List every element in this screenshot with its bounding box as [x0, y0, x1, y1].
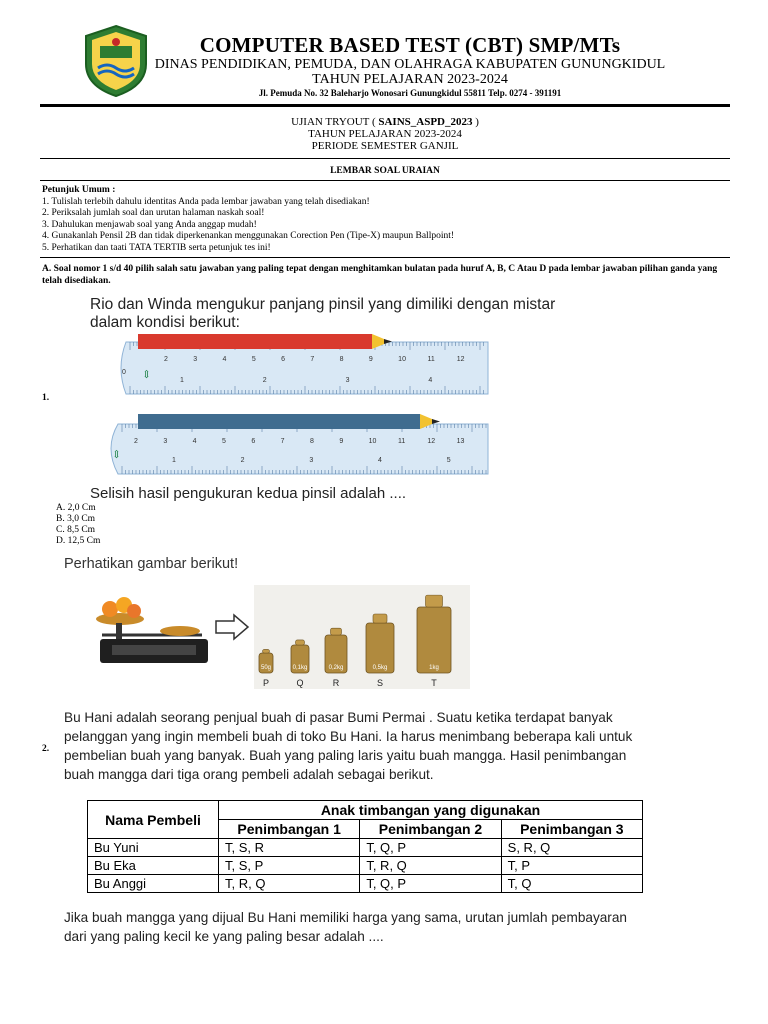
ruler-tick-label: 5	[251, 356, 256, 363]
weight-label: 0,1kg	[292, 665, 308, 671]
q1-ruler-figure	[100, 328, 492, 478]
ruler-tick-label: 4	[222, 356, 227, 363]
ruler-tick-label: 3	[345, 377, 350, 384]
q1-options	[56, 503, 100, 547]
weight-letter: S	[376, 678, 384, 688]
ruler-tick-label: 2	[164, 356, 168, 363]
ruler-tick-label: 3	[163, 438, 168, 445]
ruler-tick-label: 4	[428, 377, 433, 384]
ruler-tick-label: 12	[427, 438, 436, 445]
ruler-tick-label: 8	[339, 356, 344, 363]
ruler-tick-label: 13	[456, 438, 465, 445]
ruler-tick-label: 10	[368, 438, 377, 445]
exam-info	[40, 116, 730, 152]
ruler-tick-label: 2	[134, 438, 138, 445]
q1-number: 1.	[42, 393, 50, 403]
ruler-tick-label: 11	[427, 356, 435, 363]
table-row: Bu Anggi T, R, Q T, Q, P T, Q	[88, 875, 643, 893]
arrow-icon: ⇕	[112, 449, 122, 461]
ruler-tick-label: 7	[310, 356, 315, 363]
q2-intro: Perhatikan gambar berikut!	[64, 556, 239, 572]
weight-label: 0,2kg	[328, 665, 344, 671]
pencil-2-body	[138, 414, 420, 429]
weight-label: 1kg	[429, 665, 439, 671]
divider	[40, 158, 730, 159]
instruction-item: 1. Tulislah terlebih dahulu identitas Anda pada lembar jawaban yang telah disediakan!	[42, 196, 370, 207]
ruler-tick-label: 2	[262, 377, 267, 384]
section-a-instruction: A. Soal nomor 1 s/d 40 pilih salah satu jawaban yang paling tepat dengan menghitamkan bulatan pada huruf A, B, C Atau D pada lembar jawaban pilihan ganda yang telah disediakan.	[42, 264, 718, 286]
weighing-table	[87, 800, 643, 893]
q2-paragraph: Bu Hani adalah seorang penjual buah di pasar Bumi Permai . Suatu ketika terdapat banyak pelanggan yang ingin membeli buah di toko Bu Hani. Ia harus menimbang beberapa kali untuk pembelian buah yang banyak. Buah yang paling laris yaitu buah mangga. Hasil penimbangan buah mangga dari tiga orang pembeli adalah sebagai berikut.	[64, 710, 633, 782]
subheader: Penimbangan 2	[360, 820, 501, 839]
ruler-tick-label: 12	[456, 356, 465, 363]
ruler-1-zero: 0	[122, 369, 126, 376]
instructions	[42, 185, 732, 254]
header-year: TAHUN PELAJARAN 2023-2024	[312, 72, 508, 87]
exam-code: SAINS_ASPD_2023	[378, 116, 473, 128]
ruler-tick-label: 7	[280, 438, 285, 445]
q1-question: Selisih hasil pengukuran kedua pinsil adalah ....	[90, 485, 407, 502]
ruler-tick-label: 6	[281, 356, 285, 363]
option-d[interactable]: D. 12,5 Cm	[56, 536, 101, 546]
weight-letter: R	[332, 678, 340, 688]
option-b[interactable]: B. 3,0 Cm	[56, 514, 96, 524]
subheader: Penimbangan 1	[219, 820, 360, 839]
divider	[40, 180, 730, 181]
ruler-tick-label: 3	[193, 356, 198, 363]
sheet-title: LEMBAR SOAL URAIAN	[330, 166, 440, 176]
instruction-item: 3. Dahulukan menjawab soal yang Anda anggap mudah!	[42, 219, 257, 230]
arrow-icon: ⇕	[142, 369, 152, 381]
exam-line-1: UJIAN TRYOUT ( SAINS_ASPD_2023 )	[291, 116, 479, 128]
exam-line-3: PERIODE SEMESTER GANJIL	[311, 140, 459, 152]
ruler-tick-label: 11	[398, 438, 406, 445]
weight-letter: Q	[296, 678, 304, 688]
table-header-row	[88, 801, 643, 820]
option-a[interactable]: A. 2,0 Cm	[56, 503, 96, 513]
col-name-header: Nama Pembeli	[88, 801, 219, 839]
weight-label: 0,5kg	[372, 665, 388, 671]
instruction-item: 4. Gunakanlah Pensil 2B dan tidak diperkenankan menggunakan Corection Pen (Tipe-X) maupun Ballpoint!	[42, 231, 455, 241]
instruction-item: 2. Periksalah jumlah soal dan urutan halaman naskah soal!	[42, 208, 265, 218]
instruction-item: 5. Perhatikan dan taati TATA TERTIB serta petunjuk tes ini!	[42, 242, 271, 253]
header-title: COMPUTER BASED TEST (CBT) SMP/MTs	[199, 33, 621, 57]
subheader: Penimbangan 3	[501, 820, 642, 839]
q2-question: Jika buah mangga yang dijual Bu Hani memiliki harga yang sama, urutan jumlah pembayaran dari yang paling kecil ke yang paling besar adalah ....	[64, 910, 627, 944]
ruler-tick-label: 1	[180, 377, 184, 384]
q2-scale-figure	[92, 585, 472, 691]
ruler-tick-label: 8	[310, 438, 314, 445]
weight-letter: P	[262, 678, 270, 688]
weight-label: 50g	[260, 665, 272, 671]
ruler-tick-label: 3	[309, 457, 314, 464]
header-rule	[40, 104, 730, 107]
option-c[interactable]: C. 8,5 Cm	[56, 525, 96, 535]
table-row: Bu Eka T, S, P T, R, Q T, P	[88, 857, 643, 875]
table-row: Bu Yuni T, S, R T, Q, P S, R, Q	[88, 839, 643, 857]
q1-intro: Rio dan Winda mengukur panjang pinsil yang dimiliki dengan mistar dalam kondisi berikut:	[90, 296, 556, 331]
ruler-tick-label: 5	[446, 457, 451, 464]
group-header: Anak timbangan yang digunakan	[219, 801, 643, 820]
instructions-heading: Petunjuk Umum :	[42, 185, 116, 195]
q2-number: 2.	[42, 744, 50, 754]
pencil-1-body	[138, 334, 372, 349]
ruler-tick-label: 1	[172, 457, 176, 464]
ruler-tick-label: 4	[378, 457, 382, 464]
header-address: Jl. Pemuda No. 32 Baleharjo Wonosari Gunungkidul 55811 Telp. 0274 - 391191	[258, 88, 562, 98]
header-agency	[150, 57, 670, 87]
divider	[40, 257, 730, 258]
ruler-tick-label: 4	[192, 438, 197, 445]
ruler-tick-label: 9	[339, 438, 344, 445]
exam-line-2: TAHUN PELAJARAN 2023-2024	[308, 128, 462, 140]
header-agency-name: DINAS PENDIDIKAN, PEMUDA, DAN OLAHRAGA KABUPATEN GUNUNGKIDUL	[154, 57, 666, 72]
ruler-tick-label: 6	[251, 438, 256, 445]
ruler-tick-label: 10	[398, 356, 406, 363]
ruler-tick-label: 9	[368, 356, 373, 363]
ruler-tick-label: 5	[222, 438, 226, 445]
arrow-right-icon	[216, 615, 248, 639]
weight-letter: T	[431, 678, 437, 688]
regency-logo	[80, 24, 152, 98]
ruler-tick-label: 2	[240, 457, 245, 464]
